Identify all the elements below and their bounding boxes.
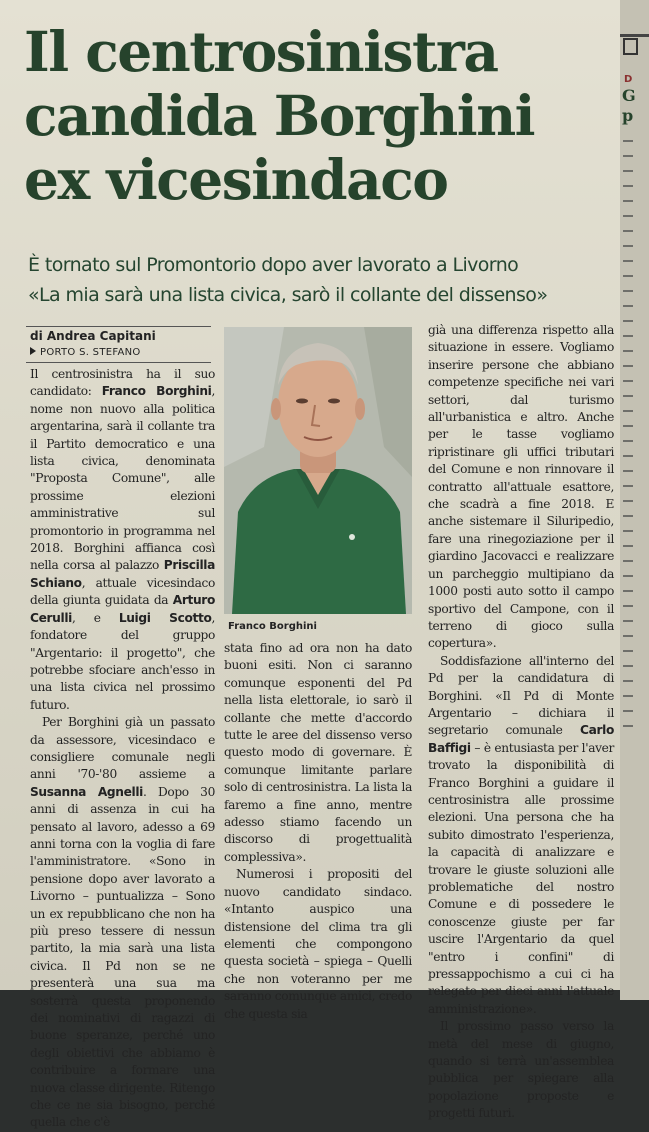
col2-paragraph-2: Numerosi i propositi del nuovo candidato sindaco. «Intanto auspico una distensione del clima tra gli elementi che compongono questa società – spiega – Quelli che non voteranno per me saranno comunque amici, credo che questa sia <box>224 867 412 1021</box>
col3-paragraph-3: Il prossimo passo verso la metà del mese di giugno, quando si terrà un'assemblea pubblica per spiegare alla popolazione proposte e progetti futuri. <box>428 1019 614 1121</box>
portrait-illustration <box>224 327 412 614</box>
dateline-arrow-icon <box>30 347 36 355</box>
byline: di Andrea Capitani <box>30 329 156 343</box>
adjacent-kicker: D <box>624 74 633 85</box>
person-name: Franco Borghini <box>101 384 212 399</box>
adjacent-text-lines <box>623 140 647 740</box>
col1-paragraph-1: Il centrosinistra ha il suo candidato: Franco Borghini, nome non nuovo alla politica argentarina, sarà il collante tra il Partito democratico e una lista civica, denominata "Proposta Comune", alle prossime elezioni amministrative sul promontorio in programma nel 2018. Borghini affianca così nella corsa al palazzo Priscilla Schiano, attuale vicesindaco della giunta guidata da Arturo Cerulli, e Luigi Scotto, fondatore del gruppo "Argentario: il progetto", che potrebbe sfociare anch'esso in una lista civica nel prossimo futuro. <box>30 367 216 712</box>
dateline <box>30 347 141 358</box>
person-name: Susanna Agnelli <box>30 784 144 799</box>
col3-paragraph-1: già una differenza rispetto alla situazione in essere. Vogliamo inserire persone che abbiano competenze specifiche nei vari settori, dal turismo all'urbanistica e altro. Anche per le tasse vogliamo ripristinare gli uffici tributari del Comune e non rinnovare il contratto all'attuale esattore, che scadrà a fine 2018. E anche sistemare il Siluripedio, fare una rinegoziazione per il giardino Jacovacci e realizzare un parcheggio multipiano da 1000 posti auto sotto il campo sportivo del Campone, con il terreno di gioco sulla copertura». <box>428 323 614 651</box>
subhead-line-2: «La mia sarà una lista civica, sarò il collante del dissenso» <box>28 284 548 306</box>
adjacent-headline <box>622 86 636 126</box>
adjacent-page-edge <box>620 0 649 1000</box>
person-name: Arturo Cerulli <box>30 593 215 625</box>
adjacent-rule <box>620 34 649 37</box>
adjacent-headline-2: p <box>622 106 634 125</box>
portrait-photo <box>224 327 412 614</box>
person-name: Luigi Scotto <box>118 610 212 625</box>
byline-rule-bottom <box>26 362 211 363</box>
article-column-2 <box>224 640 412 1021</box>
photo-caption: Franco Borghini <box>228 621 317 632</box>
subhead-line-1: È tornato sul Promontorio dopo aver lavorato a Livorno <box>28 254 519 276</box>
headline-line-1: Il centrosinistra <box>24 19 498 84</box>
headline <box>24 20 614 212</box>
article-column-3 <box>428 322 614 1121</box>
col2-paragraph-1: stata fino ad ora non ha dato buoni esiti. Non ci saranno comunque esponenti del Pd nella lista elettorale, io sarò il collante che mette d'accordo tutte le aree del dissenso verso questo modo di governare. È comunque limitante parlare solo di centrosinistra. La lista la faremo a fine anno, mentre adesso stiamo facendo un discorso di progettualità complessiva». <box>224 641 412 864</box>
person-name: Priscilla Schiano <box>30 558 215 590</box>
headline-line-2: candida Borghini <box>24 83 535 148</box>
adjacent-headline-1: G <box>622 86 636 105</box>
dateline-text: PORTO S. STEFANO <box>40 347 141 358</box>
article-column-1 <box>30 366 216 1130</box>
headline-line-3: ex vicesindaco <box>24 147 448 212</box>
adjacent-box-icon <box>623 38 638 55</box>
byline-rule-top <box>26 326 211 327</box>
person-name: Carlo Baffigi <box>428 723 614 755</box>
subheadline <box>28 250 618 310</box>
col1-paragraph-2: Per Borghini già un passato da assessore, vicesindaco e consigliere comunale negli anni '70-'80 assieme a Susanna Agnelli. Dopo 30 anni di assenza in cui ha pensato al lavoro, adesso a 69 anni torna con la voglia di fare l'amministratore. «Sono in pensione dopo aver lavorato a Livorno – puntualizza – Sono un ex repubblicano che non ha più preso tessere di nessun partito, la mia sarà una lista civica. Il Pd non se ne presenterà una sua ma sosterrà questa proponendo dei nominativi di ragazzi di buone speranze, perché uno degli obiettivi che abbiamo è contribuire a formare una nuova classe dirigente. Ritengo che ce ne sia bisogno, perché quella che c'è <box>30 715 215 1130</box>
col3-paragraph-2: Soddisfazione all'interno del Pd per la candidatura di Borghini. «Il Pd di Monte Argentario – dichiara il segretario comunale Carlo Baffigi – è entusiasta per l'aver trovato la disponibilità di Franco Borghini a guidare il centrosinistra alle prossime elezioni. Una persona che ha subito dimostrato l'esperienza, la capacità di analizzare e trovare le giuste soluzioni alle problematiche del nostro Comune e di possedere le conoscenze giuste per far uscire l'Argentario da quel "entro i confini" di pressappochismo a cui ci ha relegato per dieci anni l'attuale amministrazione». <box>428 653 614 1016</box>
